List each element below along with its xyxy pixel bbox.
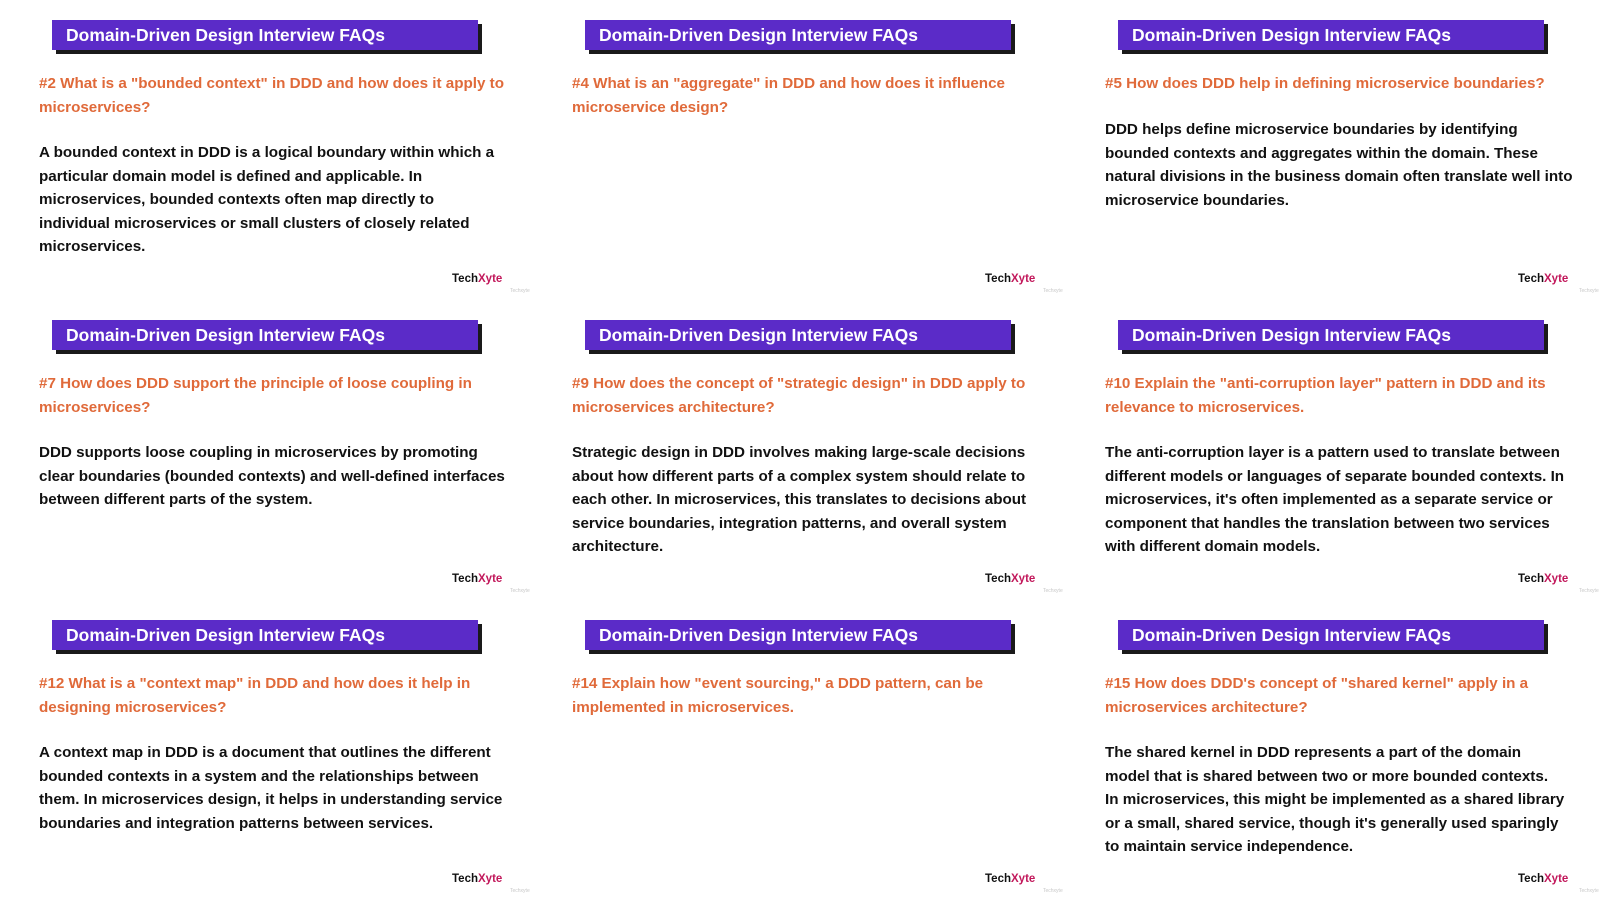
logo-text-tech: Tech <box>985 573 1011 585</box>
techxyte-logo <box>985 273 1035 285</box>
faq-banner-title: Domain-Driven Design Interview FAQs <box>585 20 1011 50</box>
techxyte-logo <box>452 273 502 285</box>
techxyte-logo <box>985 873 1035 885</box>
watermark: Techxyte <box>510 588 530 594</box>
logo-text-xyte: Xyte <box>1544 273 1569 285</box>
logo-text-tech: Tech <box>452 573 478 585</box>
faq-question: #10 Explain the "anti-corruption layer" pattern in DDD and its relevance to microservices. <box>1105 375 1546 416</box>
faq-card <box>533 600 1066 899</box>
faq-question: #14 Explain how "event sourcing," a DDD pattern, can be implemented in microservices. <box>572 675 984 716</box>
faq-card <box>533 0 1066 299</box>
techxyte-logo <box>985 573 1035 585</box>
logo-text-xyte: Xyte <box>1544 573 1569 585</box>
logo-text-tech: Tech <box>1518 873 1544 885</box>
faq-answer: A bounded context in DDD is a logical boundary within which a particular domain model is defined and applicable. In microservices, bounded contexts often map directly to individual microservices or small clusters of closely related microservices. <box>39 144 495 255</box>
faq-question: #4 What is an "aggregate" in DDD and how does it influence microservice design? <box>572 75 1005 116</box>
watermark: Techxyte <box>1579 588 1599 594</box>
faq-answer: A context map in DDD is a document that outlines the different bounded contexts in a system and the relationships between them. In microservices design, it helps in understanding service boundaries and integration patterns between services. <box>39 744 503 832</box>
logo-text-xyte: Xyte <box>478 273 503 285</box>
faq-question: #2 What is a "bounded context" in DDD and how does it apply to microservices? <box>39 75 504 116</box>
logo-text-xyte: Xyte <box>1544 873 1569 885</box>
watermark: Techxyte <box>1043 588 1063 594</box>
watermark: Techxyte <box>1579 288 1599 294</box>
faq-answer: DDD supports loose coupling in microservices by promoting clear boundaries (bounded contexts) and well-defined interfaces between different parts of the system. <box>39 444 505 508</box>
logo-text-tech: Tech <box>452 273 478 285</box>
logo-text-tech: Tech <box>985 273 1011 285</box>
faq-banner-title: Domain-Driven Design Interview FAQs <box>1118 20 1544 50</box>
logo-text-xyte: Xyte <box>478 573 503 585</box>
faq-question: #5 How does DDD help in defining microservice boundaries? <box>1105 75 1545 92</box>
techxyte-logo <box>452 573 502 585</box>
faq-card <box>533 300 1066 599</box>
faq-banner-title: Domain-Driven Design Interview FAQs <box>52 20 478 50</box>
faq-answer: DDD helps define microservice boundaries by identifying bounded contexts and aggregates within the domain. These natural divisions in the business domain often translate well into microservice boundaries. <box>1105 121 1573 209</box>
logo-text-tech: Tech <box>452 873 478 885</box>
faq-answer: The anti-corruption layer is a pattern used to translate between different models or languages of separate bounded contexts. In microservices, it's often implemented as a separate service or component that handles the translation between two services with different domain models. <box>1105 444 1565 555</box>
faq-question: #15 How does DDD's concept of "shared kernel" apply in a microservices architecture? <box>1105 675 1529 716</box>
watermark: Techxyte <box>510 288 530 294</box>
faq-card <box>1066 300 1599 599</box>
faq-question: #12 What is a "context map" in DDD and how does it help in designing microservices? <box>39 675 471 716</box>
watermark: Techxyte <box>1043 288 1063 294</box>
faq-card <box>1066 600 1599 899</box>
faq-answer: The shared kernel in DDD represents a part of the domain model that is shared between two or more bounded contexts. In microservices, this might be implemented as a shared library or a small, shared service, though it's generally used sparingly to maintain service independence. <box>1105 744 1565 855</box>
watermark: Techxyte <box>510 888 530 894</box>
faq-answer: Strategic design in DDD involves making large-scale decisions about how different parts of a complex system should relate to each other. In microservices, this translates to decisions about service boundaries, integration patterns, and overall system architecture. <box>572 444 1027 555</box>
techxyte-logo <box>452 873 502 885</box>
logo-text-tech: Tech <box>985 873 1011 885</box>
faq-banner-title: Domain-Driven Design Interview FAQs <box>52 320 478 350</box>
logo-text-xyte: Xyte <box>478 873 503 885</box>
faq-card <box>0 300 533 599</box>
techxyte-logo <box>1518 273 1568 285</box>
watermark: Techxyte <box>1579 888 1599 894</box>
logo-text-xyte: Xyte <box>1011 873 1036 885</box>
faq-card <box>0 600 533 899</box>
faq-banner-title: Domain-Driven Design Interview FAQs <box>1118 320 1544 350</box>
logo-text-tech: Tech <box>1518 573 1544 585</box>
faq-banner-title: Domain-Driven Design Interview FAQs <box>52 620 478 650</box>
faq-banner-title: Domain-Driven Design Interview FAQs <box>1118 620 1544 650</box>
faq-question: #7 How does DDD support the principle of loose coupling in microservices? <box>39 375 472 416</box>
logo-text-xyte: Xyte <box>1011 273 1036 285</box>
techxyte-logo <box>1518 573 1568 585</box>
faq-card <box>0 0 533 299</box>
faq-question: #9 How does the concept of "strategic design" in DDD apply to microservices architecture? <box>572 375 1026 416</box>
watermark: Techxyte <box>1043 888 1063 894</box>
faq-banner-title: Domain-Driven Design Interview FAQs <box>585 320 1011 350</box>
logo-text-tech: Tech <box>1518 273 1544 285</box>
logo-text-xyte: Xyte <box>1011 573 1036 585</box>
techxyte-logo <box>1518 873 1568 885</box>
faq-card <box>1066 0 1599 299</box>
faq-banner-title: Domain-Driven Design Interview FAQs <box>585 620 1011 650</box>
